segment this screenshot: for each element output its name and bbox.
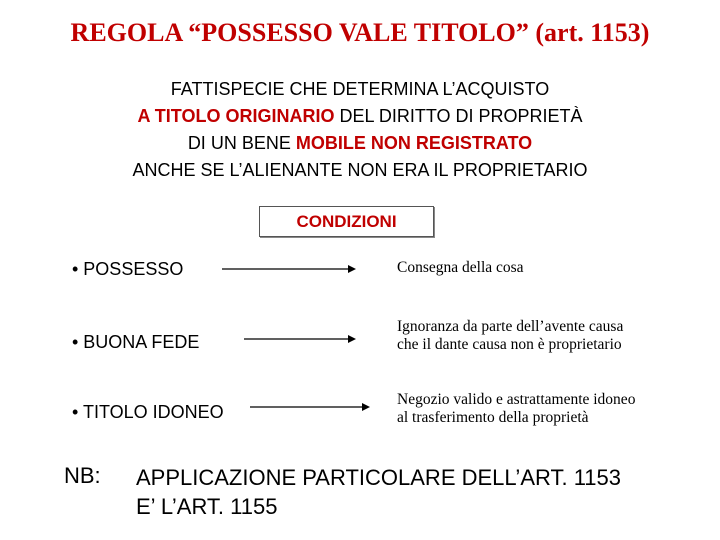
- intro-line-3: [60, 130, 660, 157]
- titolo-originario-highlight: A TITOLO ORIGINARIO: [137, 106, 335, 126]
- desc-line: Consegna della cosa: [397, 259, 524, 276]
- intro-line-4: ANCHE SE L’ALIENANTE NON ERA IL PROPRIETARIO: [132, 160, 588, 180]
- intro-text: [60, 76, 660, 184]
- desc-line: al trasferimento della proprietà: [397, 409, 589, 426]
- condition-titolo-idoneo: • TITOLO IDONEO: [72, 402, 224, 422]
- desc-line: Negozio valido e astrattamente idoneo: [397, 391, 636, 408]
- intro-line-1: FATTISPECIE CHE DETERMINA L’ACQUISTO: [170, 79, 550, 99]
- mobile-non-registrato-highlight: MOBILE NON REGISTRATO: [295, 133, 533, 153]
- condition-titolo-idoneo-desc: [397, 391, 635, 427]
- page-title: REGOLA “POSSESSO VALE TITOLO” (art. 1153): [70, 18, 650, 47]
- intro-line-3-start: DI UN BENE: [187, 133, 296, 153]
- intro-line-2: [60, 103, 660, 130]
- nb-line-2: E’ L’ART. 1155: [136, 494, 278, 519]
- desc-line: Ignoranza da parte dell’avente causa: [397, 318, 624, 335]
- condition-possesso-desc: [397, 259, 524, 277]
- condition-buona-fede-desc: [397, 318, 623, 354]
- intro-line-2-rest: DEL DIRITTO DI PROPRIETÀ: [334, 106, 583, 126]
- conditions-heading: CONDIZIONI: [259, 206, 434, 237]
- condition-buona-fede: • BUONA FEDE: [72, 332, 200, 352]
- arrow-icon: [244, 334, 356, 344]
- arrow-icon: [222, 264, 356, 274]
- arrow-icon: [250, 402, 370, 412]
- nb-label: NB:: [64, 463, 101, 488]
- desc-line: che il dante causa non è proprietario: [397, 336, 622, 353]
- nb-line-1: APPLICAZIONE PARTICOLARE DELL’ART. 1153: [136, 465, 622, 490]
- condition-possesso: • POSSESSO: [72, 259, 184, 279]
- nb-text: [136, 463, 621, 521]
